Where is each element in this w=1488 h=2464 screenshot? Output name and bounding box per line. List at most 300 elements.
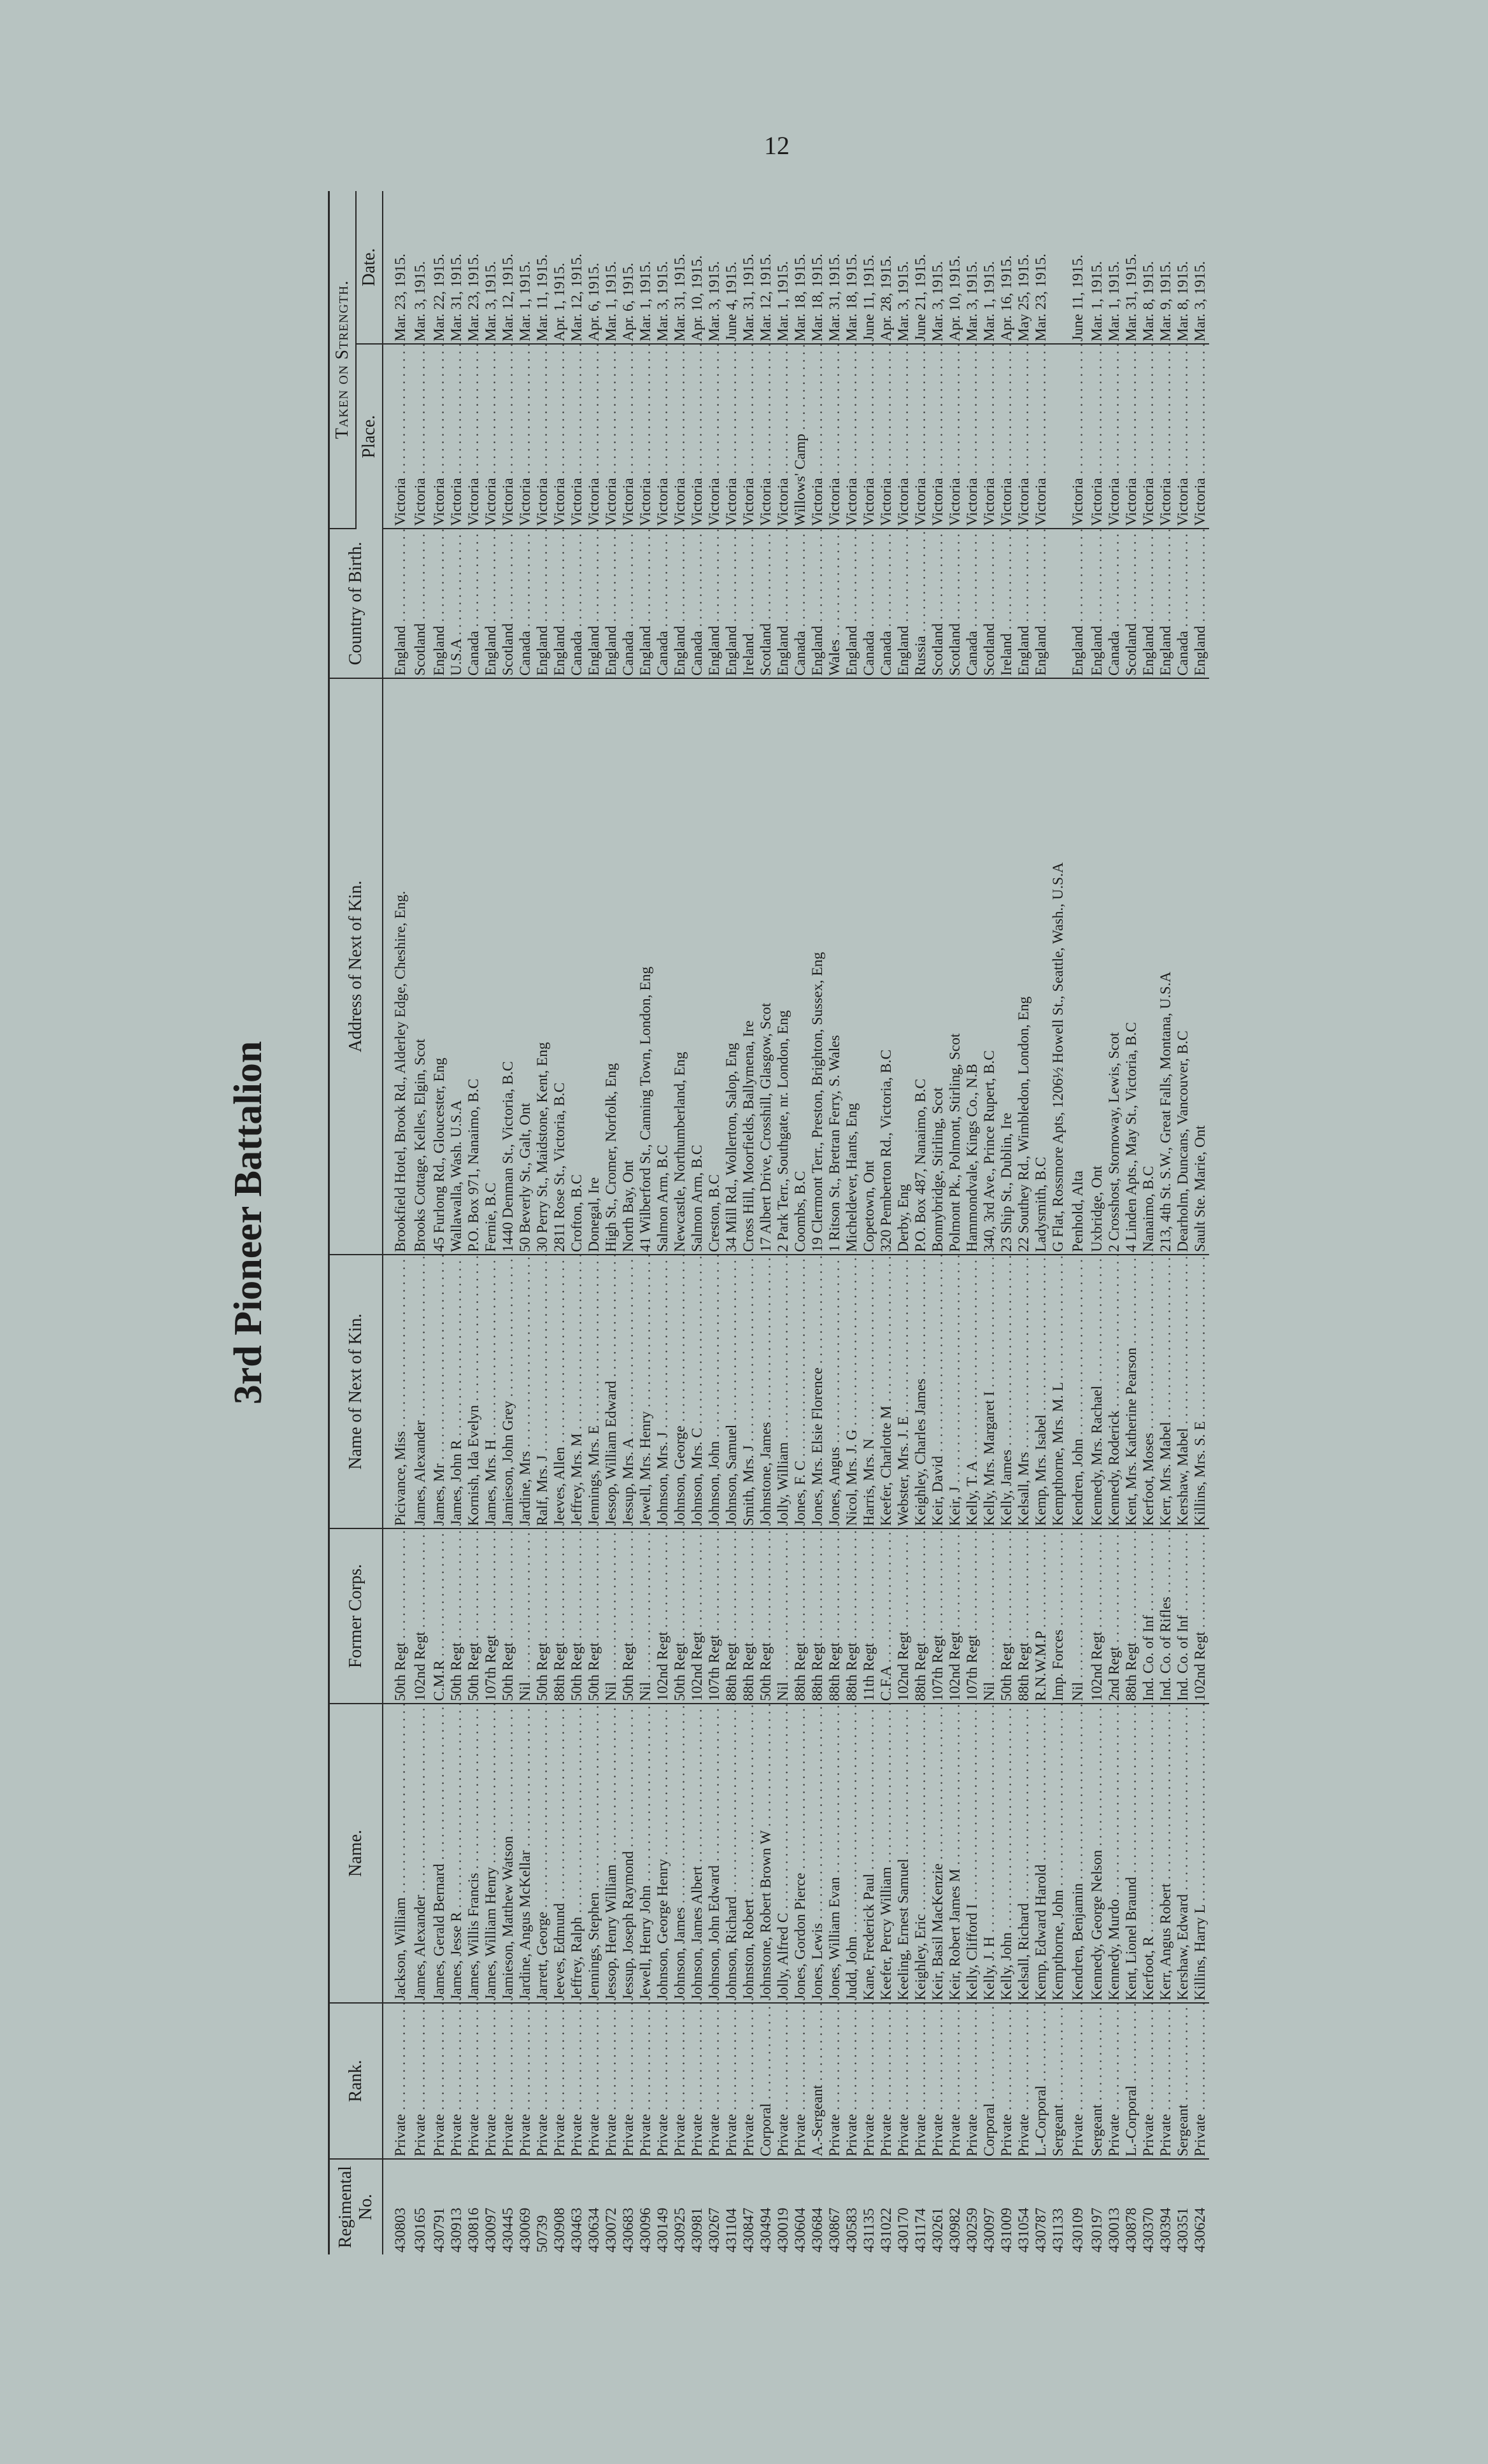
next-of-kin-address-cell — [1050, 678, 1067, 1255]
next-of-kin-name-cell — [620, 1255, 637, 1528]
leader-dots — [1123, 1704, 1140, 1877]
next-of-kin-address-cell — [775, 678, 792, 1255]
country-of-birth-cell-text: Scotland — [981, 623, 998, 676]
leader-dots — [672, 529, 688, 626]
header-next-of-kin-address — [329, 678, 383, 1255]
former-corps-cell-text: 88th Regt — [740, 1642, 758, 1701]
former-corps-cell-text: 50th Regt — [500, 1642, 517, 1701]
next-of-kin-address-cell-text: 22 Southey Rd., Wimbledon, London, Eng — [1016, 996, 1033, 1252]
place-cell — [844, 344, 861, 529]
regimental-no-cell-text: 430494 — [758, 2207, 775, 2253]
leader-dots — [603, 1704, 620, 1865]
table-row — [1140, 191, 1158, 2254]
leader-dots — [637, 1704, 654, 1885]
country-of-birth-cell-text: Canada — [964, 630, 981, 676]
leader-dots — [603, 1255, 620, 1381]
regimental-no-cell-text: 430634 — [586, 2207, 603, 2253]
header-place — [356, 344, 383, 529]
former-corps-cell — [723, 1528, 740, 1704]
table-row — [758, 191, 775, 2254]
place-cell-text: Victoria — [1140, 478, 1158, 526]
next-of-kin-name-cell — [637, 1255, 655, 1528]
country-of-birth-cell — [637, 529, 655, 678]
country-of-birth-cell-text: Canada — [1175, 630, 1192, 676]
leader-dots — [758, 1704, 774, 1830]
leader-dots — [1070, 344, 1086, 478]
next-of-kin-name-cell — [895, 1255, 912, 1528]
country-of-birth-cell-text: Canada — [1106, 630, 1123, 676]
table-row — [1089, 191, 1106, 2254]
next-of-kin-name-cell-text: Johnson, Mrs. J — [655, 1432, 672, 1526]
leader-dots — [758, 1255, 774, 1422]
soldier-name-cell-text: Jackson, William — [392, 1897, 409, 2000]
rank-cell-text: Private — [792, 2114, 809, 2156]
former-corps-cell — [689, 1528, 706, 1704]
soldier-name-cell-text: Johnston, Robert — [740, 1898, 758, 2000]
country-of-birth-cell — [1089, 529, 1106, 678]
regimental-no-cell — [1016, 2159, 1033, 2254]
leader-dots — [534, 2003, 551, 2114]
next-of-kin-name-cell — [740, 1255, 758, 1528]
regimental-no-cell — [912, 2159, 930, 2254]
table-row — [1050, 191, 1067, 2254]
former-corps-cell-text: 88th Regt — [792, 1642, 809, 1701]
place-cell — [431, 344, 448, 529]
soldier-name-cell — [534, 1704, 551, 2003]
rank-cell-text: Private — [1192, 2114, 1209, 2156]
rank-cell — [1050, 2003, 1067, 2159]
table-row — [517, 191, 534, 2254]
next-of-kin-address-cell — [723, 678, 740, 1255]
leader-dots — [1140, 344, 1157, 478]
country-of-birth-cell-text: Canada — [517, 630, 534, 676]
place-cell-text: Victoria — [861, 478, 878, 526]
soldier-name-cell-text: Johnson, James — [672, 1907, 689, 2000]
leader-dots — [569, 344, 585, 478]
rank-cell — [672, 2003, 689, 2159]
next-of-kin-address-cell-text: 45 Furlong Rd., Gloucester, Eng — [431, 1057, 448, 1252]
leader-dots — [878, 1704, 895, 1867]
country-of-birth-cell-text: Scotland — [947, 623, 964, 676]
date-cell-text: Mar. 1, 1915. — [637, 261, 655, 341]
regimental-no-cell-text: 430913 — [448, 2207, 465, 2253]
former-corps-cell — [861, 1528, 878, 1704]
regimental-no-cell-text: 430109 — [1069, 2207, 1086, 2253]
date-cell — [1140, 191, 1158, 344]
regimental-no-cell — [1089, 2159, 1106, 2254]
header-rank-label: Rank. — [346, 2060, 366, 2102]
soldier-name-cell — [740, 1704, 758, 2003]
leader-dots — [981, 1704, 998, 1937]
rank-cell-text: Private — [586, 2114, 603, 2156]
leader-dots — [412, 1255, 429, 1420]
former-corps-cell-text: 50th Regt — [758, 1642, 775, 1701]
country-of-birth-cell-text: England — [1016, 625, 1033, 676]
leader-dots — [706, 1528, 723, 1635]
rank-cell — [758, 2003, 775, 2159]
next-of-kin-name-cell-text: Kelly, James — [998, 1449, 1016, 1526]
regimental-no-cell — [1158, 2159, 1175, 2254]
leader-dots — [947, 1255, 963, 1486]
next-of-kin-address-cell — [826, 678, 844, 1255]
place-cell-text: Victoria — [930, 478, 947, 526]
leader-dots — [483, 344, 499, 478]
leader-dots — [1158, 2003, 1174, 2114]
next-of-kin-name-cell — [500, 1255, 517, 1528]
date-cell-text: Mar. 3, 1915. — [483, 261, 500, 341]
soldier-name-cell-text: Kendren, Benjamin — [1069, 1883, 1086, 2000]
next-of-kin-address-cell — [1123, 678, 1140, 1255]
former-corps-cell — [603, 1528, 620, 1704]
former-corps-cell-text: 102nd Regt — [411, 1631, 429, 1701]
leader-dots — [861, 1704, 877, 1874]
leader-dots — [895, 1704, 912, 1858]
rank-cell — [1175, 2003, 1192, 2159]
place-cell — [826, 344, 844, 529]
date-cell-text: May 25, 1915. — [1016, 253, 1033, 341]
nominal-roll-table — [328, 191, 1209, 2254]
next-of-kin-name-cell — [826, 1255, 844, 1528]
country-of-birth-cell — [1158, 529, 1175, 678]
former-corps-cell — [1158, 1528, 1175, 1704]
next-of-kin-name-cell-text: Jones, Mrs. Elsie Florence — [809, 1367, 826, 1526]
next-of-kin-address-cell — [672, 678, 689, 1255]
header-next-of-kin-address-label: Address of Next of Kin. — [346, 880, 366, 1053]
next-of-kin-address-cell-text: 320 Pemberton Rd., Victoria, B.C — [878, 1050, 895, 1252]
next-of-kin-address-cell — [947, 678, 964, 1255]
next-of-kin-name-cell-text: Kempthorne, Mrs. M. L — [1050, 1383, 1067, 1526]
soldier-name-cell — [409, 1704, 431, 2003]
leader-dots — [895, 2003, 912, 2114]
soldier-name-cell-text: Kershaw, Edward — [1175, 1894, 1192, 2000]
next-of-kin-name-cell — [1192, 1255, 1209, 1528]
rank-cell — [431, 2003, 448, 2159]
next-of-kin-address-cell-text: Donegal, Ire — [586, 1177, 603, 1252]
leader-dots — [655, 1528, 671, 1632]
place-cell-text: Victoria — [1089, 478, 1106, 526]
date-cell — [448, 191, 465, 344]
leader-dots — [706, 1255, 723, 1441]
place-cell-text: Victoria — [655, 478, 672, 526]
table-row — [706, 191, 723, 2254]
leader-dots — [878, 1255, 895, 1406]
former-corps-cell — [655, 1528, 672, 1704]
regimental-no-cell-text: 430259 — [964, 2207, 981, 2253]
regimental-no-cell — [672, 2159, 689, 2254]
rank-cell-text: Private — [448, 2114, 465, 2156]
next-of-kin-address-cell — [448, 678, 465, 1255]
next-of-kin-address-cell — [1175, 678, 1192, 1255]
regimental-no-cell — [1033, 2159, 1050, 2254]
next-of-kin-name-cell — [551, 1255, 569, 1528]
rank-cell — [1033, 2003, 1050, 2159]
place-cell — [706, 344, 723, 529]
leader-dots — [947, 1528, 963, 1632]
former-corps-cell-text: Imp. Forces — [1050, 1629, 1067, 1701]
leader-dots — [930, 1528, 946, 1635]
leader-dots — [1050, 1255, 1066, 1383]
leader-dots — [431, 1255, 448, 1463]
regimental-no-cell — [448, 2159, 465, 2254]
leader-dots — [998, 1255, 1015, 1449]
rank-cell — [603, 2003, 620, 2159]
rank-cell — [517, 2003, 534, 2159]
former-corps-cell-text: Ind. Co. of Rifles — [1158, 1597, 1175, 1701]
soldier-name-cell-text: Kennedy, George Nelson — [1089, 1849, 1106, 2000]
soldier-name-cell-text: Jamieson, Matthew Watson — [500, 1835, 517, 2000]
next-of-kin-name-cell — [1067, 1255, 1089, 1528]
leader-dots — [551, 1528, 568, 1642]
former-corps-cell — [1140, 1528, 1158, 1704]
regimental-no-cell — [1123, 2159, 1140, 2254]
rank-cell — [483, 2003, 500, 2159]
former-corps-cell — [912, 1528, 930, 1704]
rank-cell-text: Private — [844, 2114, 861, 2156]
next-of-kin-address-cell-text: 1440 Denman St., Victoria, B.C — [500, 1061, 517, 1252]
next-of-kin-name-cell-text: Jewell, Mrs. Henry — [637, 1411, 655, 1526]
leader-dots — [878, 1528, 895, 1667]
leader-dots — [740, 2003, 757, 2114]
date-cell — [792, 191, 809, 344]
table-row — [878, 191, 895, 2254]
next-of-kin-name-cell-text: Jamieson, John Grey — [500, 1400, 517, 1526]
date-cell — [998, 191, 1016, 344]
country-of-birth-cell-text: Scotland — [1123, 623, 1140, 676]
rank-cell-text: Private — [534, 2114, 551, 2156]
next-of-kin-address-cell — [706, 678, 723, 1255]
leader-dots — [912, 1528, 929, 1642]
soldier-name-cell-text: Keir, Robert James M — [947, 1869, 964, 2000]
table-row — [912, 191, 930, 2254]
regimental-no-cell-text: 431104 — [723, 2208, 740, 2253]
place-cell — [1140, 344, 1158, 529]
leader-dots — [792, 1704, 809, 1873]
date-cell-text: Mar. 31, 1915. — [826, 253, 844, 341]
country-of-birth-cell-text: England — [844, 625, 861, 676]
leader-dots — [895, 529, 912, 626]
next-of-kin-name-cell-text: Johnson, John — [706, 1441, 723, 1526]
place-cell — [689, 344, 706, 529]
next-of-kin-name-cell-text: James, Mrs. H — [483, 1439, 500, 1526]
regimental-no-cell — [1050, 2159, 1067, 2254]
next-of-kin-address-cell — [878, 678, 895, 1255]
soldier-name-cell-text: Killins, Harry L — [1192, 1905, 1209, 2000]
former-corps-cell — [517, 1528, 534, 1704]
leader-dots — [809, 1255, 826, 1367]
date-cell-text: Mar. 3, 1915. — [895, 261, 912, 341]
next-of-kin-address-cell — [569, 678, 586, 1255]
regimental-no-cell — [1067, 2159, 1089, 2254]
soldier-name-cell — [792, 1704, 809, 2003]
country-of-birth-cell — [998, 529, 1016, 678]
leader-dots — [603, 529, 620, 626]
next-of-kin-address-cell — [1089, 678, 1106, 1255]
leader-dots — [740, 1704, 757, 1899]
place-cell-text: Victoria — [534, 478, 551, 526]
place-cell — [998, 344, 1016, 529]
regimental-no-cell — [517, 2159, 534, 2254]
soldier-name-cell-text: James, Jesse R — [448, 1911, 465, 2000]
leader-dots — [586, 2003, 602, 2114]
date-cell — [1089, 191, 1106, 344]
place-cell-text: Victoria — [586, 478, 603, 526]
soldier-name-cell-text: Keefer, Percy William — [878, 1867, 895, 2000]
leader-dots — [912, 2003, 929, 2114]
regimental-no-cell — [1140, 2159, 1158, 2254]
place-cell — [655, 344, 672, 529]
regimental-no-cell — [826, 2159, 844, 2254]
country-of-birth-cell-text: Scotland — [411, 623, 429, 676]
country-of-birth-cell-text: England — [1089, 625, 1106, 676]
leader-dots — [740, 529, 757, 633]
date-cell-text: Apr. 28, 1915. — [878, 255, 895, 341]
regimental-no-cell-text: 430867 — [826, 2207, 844, 2253]
rank-cell-text: Private — [826, 2114, 844, 2156]
leader-dots — [672, 1255, 688, 1425]
place-cell — [792, 344, 809, 529]
country-of-birth-cell-text: England — [603, 625, 620, 676]
soldier-name-cell-text: Kempthorne, John — [1050, 1890, 1067, 2000]
soldier-name-cell-text: Jardine, Angus McKellar — [517, 1850, 534, 2000]
date-cell — [1106, 191, 1123, 344]
next-of-kin-address-cell — [981, 678, 998, 1255]
leader-dots — [1050, 1704, 1066, 1890]
country-of-birth-cell-text: U.S.A — [448, 639, 465, 676]
former-corps-cell-text: 50th Regt — [465, 1642, 483, 1701]
table-row — [500, 191, 517, 2254]
leader-dots — [1050, 1528, 1066, 1630]
place-cell-text: Victoria — [964, 478, 981, 526]
leader-dots — [706, 529, 723, 626]
table-row — [964, 191, 981, 2254]
leader-dots — [655, 529, 671, 631]
former-corps-cell-text: C.F.A — [878, 1666, 895, 1701]
leader-dots — [981, 1528, 998, 1682]
regimental-no-cell-text: 430803 — [392, 2207, 409, 2253]
soldier-name-cell-text: Johnson, George Henry — [655, 1858, 672, 2000]
country-of-birth-cell-text: England — [637, 625, 655, 676]
date-cell — [930, 191, 947, 344]
regimental-no-cell — [964, 2159, 981, 2254]
leader-dots — [689, 2003, 705, 2114]
date-cell-text: Mar. 23, 1915. — [1033, 253, 1050, 341]
next-of-kin-name-cell — [706, 1255, 723, 1528]
leader-dots — [431, 344, 448, 478]
date-cell — [517, 191, 534, 344]
rank-cell — [895, 2003, 912, 2159]
next-of-kin-address-cell-text: Brookfield Hotel, Brook Rd., Alderley Edge, Cheshire, Eng. — [392, 890, 409, 1252]
date-cell — [672, 191, 689, 344]
leader-dots — [569, 1255, 585, 1433]
leader-dots — [912, 1704, 929, 1914]
date-cell-text: Mar. 1, 1915. — [517, 261, 534, 341]
leader-dots — [1016, 1255, 1032, 1452]
leader-dots — [792, 2003, 809, 2114]
next-of-kin-address-cell — [637, 678, 655, 1255]
regimental-no-cell — [1192, 2159, 1209, 2254]
next-of-kin-name-cell-text: Webster, Mrs. J. E — [895, 1416, 912, 1526]
place-cell — [1192, 344, 1209, 529]
leader-dots — [1089, 1704, 1105, 1850]
leader-dots — [861, 2003, 877, 2114]
former-corps-cell-text: 107th Regt — [483, 1635, 500, 1701]
place-cell — [483, 344, 500, 529]
former-corps-cell — [383, 1528, 409, 1704]
leader-dots — [947, 344, 963, 478]
leader-dots — [517, 1528, 534, 1682]
rank-cell-text: Private — [947, 2114, 964, 2156]
next-of-kin-address-cell — [534, 678, 551, 1255]
rank-cell-text: Sergeant — [1089, 2104, 1106, 2156]
leader-dots — [412, 2003, 429, 2114]
date-cell — [1016, 191, 1033, 344]
leader-dots — [517, 2003, 534, 2114]
rank-cell-text: L.-Corporal — [1033, 2085, 1050, 2156]
date-cell-text: Apr. 10, 1915. — [689, 255, 706, 341]
leader-dots — [1158, 1528, 1174, 1597]
soldier-name-cell — [431, 1704, 448, 2003]
place-cell — [740, 344, 758, 529]
soldier-name-cell — [947, 1704, 964, 2003]
country-of-birth-cell — [826, 529, 844, 678]
leader-dots — [775, 2003, 791, 2114]
next-of-kin-name-cell — [431, 1255, 448, 1528]
date-cell — [637, 191, 655, 344]
rank-cell — [1123, 2003, 1140, 2159]
place-cell-text: Victoria — [809, 478, 826, 526]
leader-dots — [878, 2003, 895, 2114]
header-name — [329, 1704, 383, 2003]
next-of-kin-name-cell-text: Keefer, Charlotte M — [878, 1406, 895, 1526]
place-cell-text: Victoria — [947, 478, 964, 526]
next-of-kin-name-cell — [912, 1255, 930, 1528]
rank-cell-text: Private — [1069, 2114, 1086, 2156]
leader-dots — [1033, 1528, 1049, 1632]
leader-dots — [465, 2003, 482, 2114]
rank-cell-text: Private — [655, 2114, 672, 2156]
former-corps-cell-text: 50th Regt — [586, 1642, 603, 1701]
regimental-no-cell-text: 430684 — [809, 2207, 826, 2253]
leader-dots — [465, 344, 482, 478]
place-cell-text: Victoria — [1069, 478, 1086, 526]
soldier-name-cell — [844, 1704, 861, 2003]
country-of-birth-cell — [534, 529, 551, 678]
next-of-kin-name-cell — [603, 1255, 620, 1528]
page-number: 12 — [764, 131, 790, 160]
date-cell — [551, 191, 569, 344]
former-corps-cell — [1106, 1528, 1123, 1704]
rank-cell — [775, 2003, 792, 2159]
date-cell — [861, 191, 878, 344]
leader-dots — [517, 1704, 534, 1850]
leader-dots — [1016, 2003, 1032, 2114]
date-cell-text: Mar. 3, 1915. — [706, 261, 723, 341]
leader-dots — [1123, 529, 1140, 623]
leader-dots — [1106, 344, 1123, 478]
country-of-birth-cell-text: Canada — [465, 630, 483, 676]
country-of-birth-cell — [1140, 529, 1158, 678]
leader-dots — [534, 1255, 551, 1455]
next-of-kin-name-cell-text: Keir, J — [947, 1486, 964, 1526]
next-of-kin-address-cell-text: 213, 4th St. S.W., Great Falls, Montana, U.S.A — [1158, 971, 1175, 1252]
table-row — [826, 191, 844, 2254]
table-row — [723, 191, 740, 2254]
leader-dots — [775, 344, 791, 478]
former-corps-cell — [500, 1528, 517, 1704]
leader-dots — [964, 1528, 981, 1635]
leader-dots — [1140, 1255, 1157, 1433]
date-cell — [1033, 191, 1050, 344]
